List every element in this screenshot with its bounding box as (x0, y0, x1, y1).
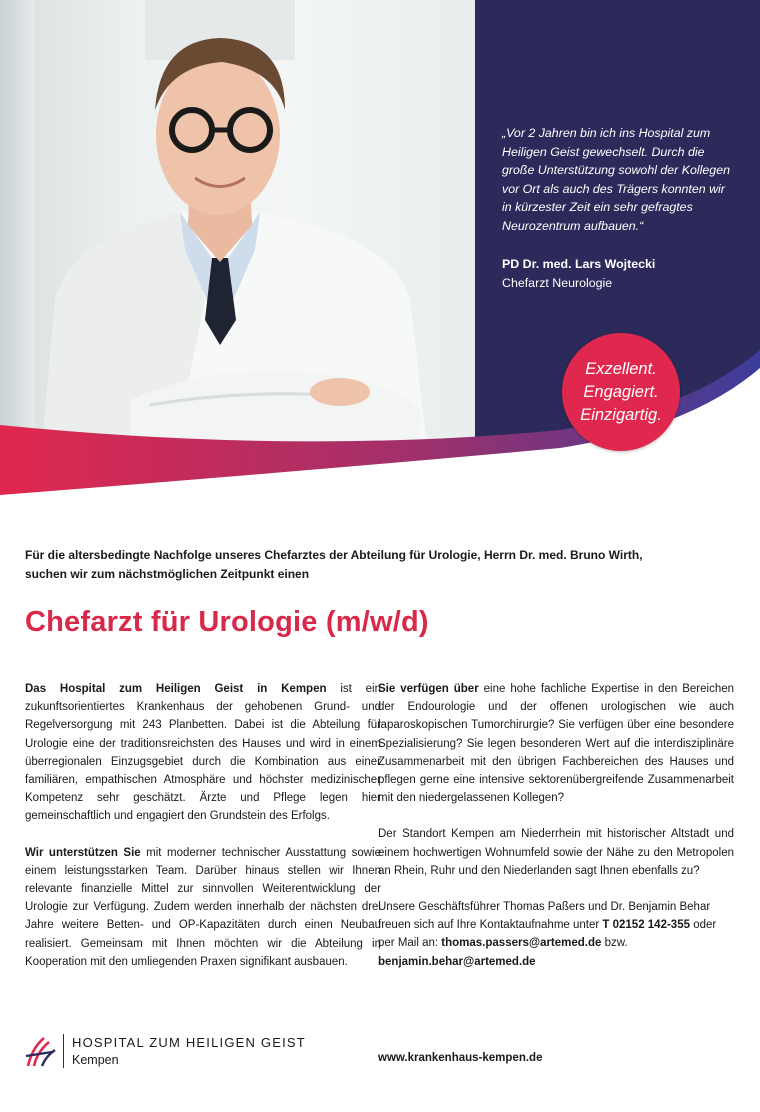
intro-part-2: suchen wir zum nächstmöglichen Zeitpunkt einen (25, 567, 310, 581)
right-p3-text: Unsere Geschäftsführer Thomas Paßers und Dr. Benjamin Behar freuen sich auf Ihre Kontaktaufnahme unter (378, 901, 711, 932)
intro-text (25, 546, 735, 584)
slogan-line-3: Einzigartig. (580, 405, 662, 424)
logo-divider (63, 1034, 64, 1068)
left-paragraph-1 (25, 680, 381, 826)
logo-city: Kempen (72, 1053, 119, 1067)
hero-section (0, 0, 760, 505)
right-paragraph-1 (378, 680, 734, 807)
slogan-badge (562, 333, 680, 451)
left-p2-bold: Wir unterstützen Sie (25, 846, 141, 859)
job-title: Chefarzt für Urologie (m/w/d) (25, 606, 429, 638)
left-paragraph-2 (25, 844, 381, 971)
contact-email-2[interactable]: benjamin.behar@artemed.de (378, 955, 536, 968)
slogan-line-2: Engagiert. (583, 382, 659, 401)
right-p1-bold: Sie verfügen über (378, 683, 479, 695)
testimonial-quote: „Vor 2 Jahren bin ich ins Hospital zum Heiligen Geist gewechselt. Durch die große Unterstützung sowohl der Kollegen vor Ort als auch des Trägers konnten wir in kürzester Zeit ein sehr gefragtes Neurozentrum aufbauen.“ (502, 126, 730, 233)
left-column (25, 680, 381, 989)
intro-part-1: Für die altersbedingte Nachfolge unseres Chefarztes der Abteilung für Urologie, (25, 548, 484, 562)
right-p2-text: Der Standort Kempen am Niederrhein mit historischer Altstadt und einem hochwertigen Wohnumfeld sowie der Nähe zu den Metropolen an Rhein, Ruhr und den Niederlanden sagt Ihnen ebenfalls zu? (378, 828, 734, 877)
quote-author: PD Dr. med. Lars Wojtecki (502, 257, 656, 271)
slogan-line-1: Exzellent. (585, 359, 657, 378)
quote-role: Chefarzt Neurologie (502, 276, 613, 290)
contact-email-1[interactable]: thomas.passers@artemed.de (441, 937, 602, 950)
left-p2-text: mit moderner technischer Ausstattung sowie einem leistungsstarken Team. Darüber hinaus stellen wir Ihnen relevante finanzielle Mittel zur sinnvollen Weiterentwicklung der Urologie zur Verfügung. Zudem werden innerhalb der nächsten drei Jahre weitere Betten- und OP-Kapazitäten durch einen Neubau realisiert. Gemeinsam mit Ihnen möchten wir die Abteilung in Kooperation mit den umliegenden Praxen signifikant ausbauen. (25, 846, 381, 968)
hospital-logo-icon (22, 1034, 58, 1070)
right-paragraph-3 (378, 898, 734, 971)
right-p3-and: bzw. (601, 937, 628, 950)
intro-name: Herrn Dr. med. Bruno Wirth, (483, 548, 643, 562)
left-p1-bold: Das Hospital zum Heiligen Geist in Kempen (25, 683, 327, 695)
right-column (378, 680, 734, 989)
right-p1-text: eine hohe fachliche Expertise in den Bereichen der Endourologie und der offenen urologischen wie auch laparoskopischen Tumorchirurgie? Sie verfügen über eine besondere Spezialisierung? Sie legen besonderen Wert auf die interdisziplinäre Zusammenarbeit mit den übrigen Fachbereichen des Hauses und pflegen gerne eine intensive sektorenübergreifende Zusammenarbeit mit den niedergelassenen Kollegen? (378, 683, 735, 805)
website-link[interactable]: www.krankenhaus-kempen.de (378, 1052, 543, 1064)
contact-phone[interactable]: T 02152 142-355 (602, 919, 690, 932)
left-p1-text: ist ein zukunftsorientiertes Krankenhaus der gehobenen Grund- und Regelversorgung mit 243 Planbetten. Dabei ist die Abteilung für Urologie eine der traditionsreichsten des Hauses und wird in einem überregionalen Einzugsgebiet durch die Kombination aus einer familiären, empathischen Atmosphäre und höchster medizinischer Kompetenz sehr geschätzt. Ärzte und Pflege legen hier gemeinschaftlich und engagiert den Grundstein des Erfolgs. (25, 683, 381, 823)
logo-name: HOSPITAL ZUM HEILIGEN GEIST (72, 1035, 306, 1050)
right-p3-mid: oder per Mail an: (378, 919, 717, 950)
right-paragraph-2 (378, 825, 734, 880)
